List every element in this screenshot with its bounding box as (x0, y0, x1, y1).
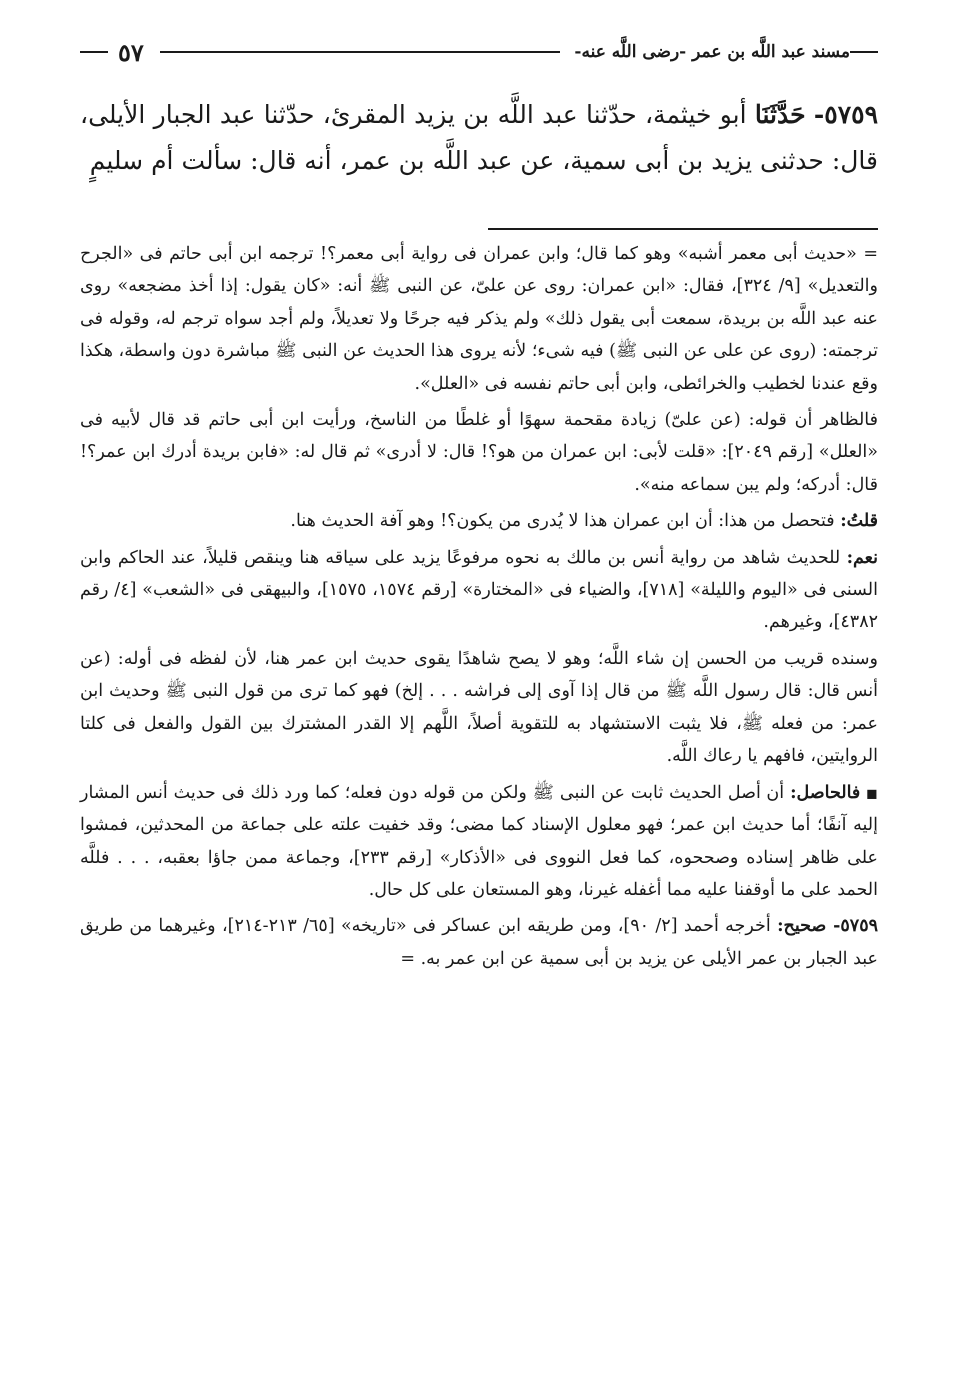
page-number: ٥٧ (118, 37, 144, 67)
header-rule-right (850, 51, 878, 53)
footnote-lead: نعم: (846, 547, 878, 568)
footnote-paragraph (80, 238, 878, 400)
footnote-text: أخرجه أحمد [٢/ ٩٠]، ومن طريقه ابن عساكر فى «تاريخه» [٦٥/ ٢١٣-٢١٤]، وغيرهما من طريق عبد الجبار بن عمر الأيلى عن يزيد بن أبى سمية عن ابن عمر به. = (80, 916, 878, 969)
footnote-lead: فالحاصل: (790, 782, 861, 803)
header-rule-left (80, 51, 108, 53)
header-rule (160, 51, 561, 53)
footnotes (80, 238, 878, 975)
footnote-paragraph (80, 542, 878, 639)
footnote-text: للحديث شاهد من رواية أنس بن مالك به نحوه مرفوعًا يزيد على سياقه هنا وينقص قليلاً، عند الحاكم وابن السنى فى «اليوم والليلة» [٧١٨]، والضياء فى «المختارة» [رقم ١٥٧٤، ١٥٧٥]، والبيهقى فى «الشعب» [٤/ رقم ٤٣٨٢]، وغيرهم. (80, 547, 878, 633)
square-bullet-icon: ■ (866, 785, 878, 800)
footnote-text: = «حديث أبى معمر أشبه» وهو كما قال؛ وابن عمران فى رواية أبى معمر؟! ترجمه ابن أبى حاتم فى «الجرح والتعديل» [٩/ ٣٢٤]، فقال: «ابن عمران: روى عن علىّ، عن النبى ﷺ أنه: «كان يقول: إذا أخذ مضجعه» روى عنه عبد اللَّه بن بريدة، سمعت أبى يقول ذلك» ولم يذكر فيه جرحًا ولا تعديلاً، ولم أجد سواه ترجم له، وقوله فى ترجمته: (روى عن على عن النبى ﷺ) فيه شىء؛ لأنه يروى هذا الحديث عن النبى ﷺ مباشرة دون واسطة، هكذا وقع عندنا لخطيب والخرائطى، وابن أبى حاتم نفسه فى «العلل». (80, 244, 878, 394)
footnote-paragraph (80, 777, 878, 907)
footnote-text: أن أصل الحديث ثابت عن النبى ﷺ ولكن من قوله دون فعله؛ كما ورد ذلك فى حديث أنس المشار إليه آنفًا؛ أما حديث ابن عمر؛ فهو معلول الإسناد كما مضى؛ وقد خفيت علته على جماعة من المحدثين، فمشوا على ظاهر إسناده وصححوه، كما فعل النووى فى «الأذكار» [رقم ٢٣٣]، وجماعة ممن جاؤا بعقبه، . . . فللَّه الحمد على ما أوقفنا عليه مما أغفله غيرنا، وهو المستعان على كل حال. (80, 782, 878, 901)
footnote-paragraph (80, 404, 878, 501)
hadith-number: ٥٧٥٩- (813, 100, 879, 129)
page (0, 32, 956, 1377)
footnote-paragraph (80, 910, 878, 975)
footnote-text: وسنده قريب من الحسن إن شاء اللَّه؛ وهو لا يصح شاهدًا يقوى حديث ابن عمر هنا، لأن لفظه فى أوله: (عن أنس قال: قال رسول اللَّه ﷺ من قال إذا آوى إلى فراشه . . . إلخ) فهو كما ترى من قول النبى ﷺ وحديث ابن عمر: من فعله ﷺ، فلا يثبت الاستشهاد به للتقوية أصلاً، اللَّهم إلا القدر المشترك بين القول والفعل فى كلتا الروايتين، فافهم يا رعاك اللَّه. (80, 648, 878, 767)
footnote-text: فتحصل من هذا: أن ابن عمران هذا لا يُدرى من يكون؟! وهو آفة الحديث هنا. (290, 511, 835, 532)
footnote-paragraph (80, 505, 878, 537)
footnote-lead: ٥٧٥٩- صحيح: (777, 916, 878, 937)
hadith-lead-word: حَدَّثَنَا (754, 100, 806, 129)
hadith-body: أبو خيثمة، حدّثنا عبد اللَّه بن يزيد المقرئ، حدّثنا عبد الجبار الأيلى، قال: حدثنى يزيد بن أبى سمية، عن عبد اللَّه بن عمر، أنه قال: سألت أم سليمٍ (80, 100, 878, 175)
running-title: مسند عبد اللَّه بن عمر -رضى اللَّه عنه- (574, 42, 850, 62)
page-header (80, 32, 878, 72)
footnote-lead: قلتُ: (840, 511, 878, 532)
hadith-text (80, 92, 878, 184)
footnote-text: فالظاهر أن قوله: (عن علىّ) زيادة مقحمة سهوًا أو غلطًا من الناسخ، ورأيت ابن أبى حاتم قد قال لأبيه فى «العلل» [رقم ٢٠٤٩]: «قلت لأبى: ابن عمران من هو؟! قال: لا أدرى» ثم قال له: «فابن بريدة أدرك ابن عمر؟! قال: أدركه؛ ولم يبن سماعه منه». (80, 410, 879, 495)
footnote-separator (488, 228, 878, 230)
footnote-paragraph (80, 643, 878, 773)
